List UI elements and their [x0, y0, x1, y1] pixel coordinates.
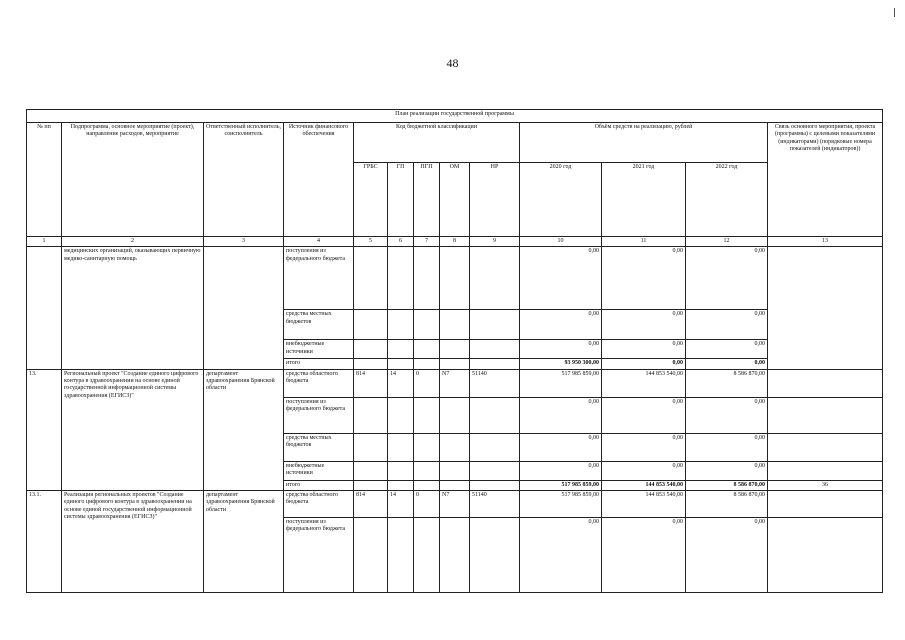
header-num: № пп	[27, 123, 62, 237]
header-om: ОМ	[440, 163, 470, 237]
col-number: 13	[768, 237, 883, 247]
table-row	[27, 490, 883, 517]
plan-table	[26, 109, 883, 593]
link-cell	[768, 517, 883, 592]
source-cell: внебюджетные источники	[284, 461, 354, 480]
total-2020: 93 950 300,00	[520, 359, 602, 369]
subprogram-cell: Региональный проект "Создание единого цифрового контура в здравоохранении на основе единой государственной информационной системы здравоохранения (ЕГИСЗ)"	[62, 369, 204, 490]
gp-cell: 14	[388, 490, 414, 517]
source-cell: поступления из федерального бюджета	[284, 397, 354, 433]
gp-cell: 14	[388, 369, 414, 397]
value-2022: 0,00	[686, 340, 768, 359]
subprogram-cell: Реализация региональных проектов "Создание единого цифрового контура в здравоохранении на основе единой государственной информационной системы здравоохранения (ЕГИСЗ)"	[62, 490, 204, 592]
link-cell	[768, 369, 883, 397]
table-title: План реализации государственной программы	[27, 110, 883, 123]
header-2020: 2020 год	[520, 163, 602, 237]
value-2022: 0,00	[686, 461, 768, 480]
table-row	[27, 247, 883, 310]
value-2020: 0,00	[520, 340, 602, 359]
total-2022: 0,00	[686, 359, 768, 369]
header-grbs: ГРБС	[354, 163, 388, 237]
header-kbk: Код бюджетной классификации	[354, 123, 520, 163]
header-gp: ГП	[388, 163, 414, 237]
col-number: 12	[686, 237, 768, 247]
value-2021: 0,00	[602, 433, 686, 461]
link-cell	[768, 397, 883, 433]
value-2022: 0,00	[686, 310, 768, 340]
value-2021: 0,00	[602, 517, 686, 592]
value-2020: 0,00	[520, 247, 602, 310]
header-2021: 2021 год	[602, 163, 686, 237]
source-cell: поступления из федерального бюджета	[284, 517, 354, 592]
value-2022: 0,00	[686, 397, 768, 433]
source-cell: итого	[284, 480, 354, 490]
value-2021: 0,00	[602, 310, 686, 340]
page-number: 48	[446, 56, 459, 70]
value-2021: 0,00	[602, 340, 686, 359]
header-responsible: Ответственный исполнитель, соисполнитель	[204, 123, 284, 237]
value-2020: 517 985 859,00	[520, 369, 602, 397]
np-cell: 51140	[470, 490, 520, 517]
header-pgp: ПГП	[414, 163, 440, 237]
total-2021: 144 853 540,00	[602, 480, 686, 490]
num-cell: 13.	[27, 369, 62, 490]
value-2020: 0,00	[520, 461, 602, 480]
header-source: Источник финансового обеспечения	[284, 123, 354, 237]
source-cell: средства местных бюджетов	[284, 310, 354, 340]
column-number-row	[27, 237, 883, 247]
header-row	[27, 123, 883, 163]
link-cell	[768, 433, 883, 461]
grbs-cell: 814	[354, 369, 388, 397]
indicator-link: 36	[768, 480, 883, 490]
num-cell: 13.1.	[27, 490, 62, 592]
col-number: 5	[354, 237, 388, 247]
margin-mark	[894, 8, 895, 17]
num-cell	[27, 247, 62, 369]
link-cell	[768, 461, 883, 480]
col-number: 7	[414, 237, 440, 247]
header-subprogram: Подпрограмма, основное мероприятие (проект), направление расходов, мероприятие	[62, 123, 204, 237]
value-2022: 8 586 870,00	[686, 369, 768, 397]
value-2021: 144 853 540,00	[602, 369, 686, 397]
source-cell: итого	[284, 359, 354, 369]
subprogram-cell: медицинских организаций, оказывающих первичную медико-санитарную помощь	[62, 247, 204, 369]
pgp-cell: 0	[414, 490, 440, 517]
value-2021: 144 853 540,00	[602, 490, 686, 517]
header-volume: Объём средств на реализацию, рублей	[520, 123, 768, 163]
responsible-cell	[204, 247, 284, 369]
value-2022: 0,00	[686, 247, 768, 310]
col-number: 9	[470, 237, 520, 247]
om-cell: N7	[440, 369, 470, 397]
col-number: 2	[62, 237, 204, 247]
pgp-cell: 0	[414, 369, 440, 397]
col-number: 11	[602, 237, 686, 247]
link-cell	[768, 247, 883, 369]
col-number: 3	[204, 237, 284, 247]
col-number: 4	[284, 237, 354, 247]
value-2020: 0,00	[520, 397, 602, 433]
total-2021: 0,00	[602, 359, 686, 369]
value-2022: 8 586 870,00	[686, 490, 768, 517]
link-cell	[768, 490, 883, 517]
col-number: 6	[388, 237, 414, 247]
value-2020: 0,00	[520, 433, 602, 461]
total-2020: 517 985 859,00	[520, 480, 602, 490]
value-2020: 0,00	[520, 517, 602, 592]
source-cell: средства областного бюджета	[284, 369, 354, 397]
col-number: 8	[440, 237, 470, 247]
total-2022: 8 586 870,00	[686, 480, 768, 490]
table-title-row	[27, 110, 883, 123]
header-np: НР	[470, 163, 520, 237]
grbs-cell: 814	[354, 490, 388, 517]
value-2022: 0,00	[686, 433, 768, 461]
value-2020: 0,00	[520, 310, 602, 340]
responsible-cell: департамент здравоохранения Брянской области	[204, 490, 284, 592]
header-2022: 2022 год	[686, 163, 768, 237]
responsible-cell: департамент здравоохранения Брянской области	[204, 369, 284, 490]
source-cell: поступления из федерального бюджета	[284, 247, 354, 310]
source-cell: внебюджетные источники	[284, 340, 354, 359]
table-row	[27, 369, 883, 397]
value-2021: 0,00	[602, 461, 686, 480]
source-cell: средства местных бюджетов	[284, 433, 354, 461]
source-cell: средства областного бюджета	[284, 490, 354, 517]
value-2021: 0,00	[602, 247, 686, 310]
value-2021: 0,00	[602, 397, 686, 433]
om-cell: N7	[440, 490, 470, 517]
col-number: 1	[27, 237, 62, 247]
np-cell: 51140	[470, 369, 520, 397]
header-link: Связь основного мероприятия, проекта (программы) с целевыми показателями (индикаторами) (порядковые номера показателей (индикаторов))	[768, 123, 883, 237]
value-2022: 0,00	[686, 517, 768, 592]
value-2020: 517 985 859,00	[520, 490, 602, 517]
col-number: 10	[520, 237, 602, 247]
